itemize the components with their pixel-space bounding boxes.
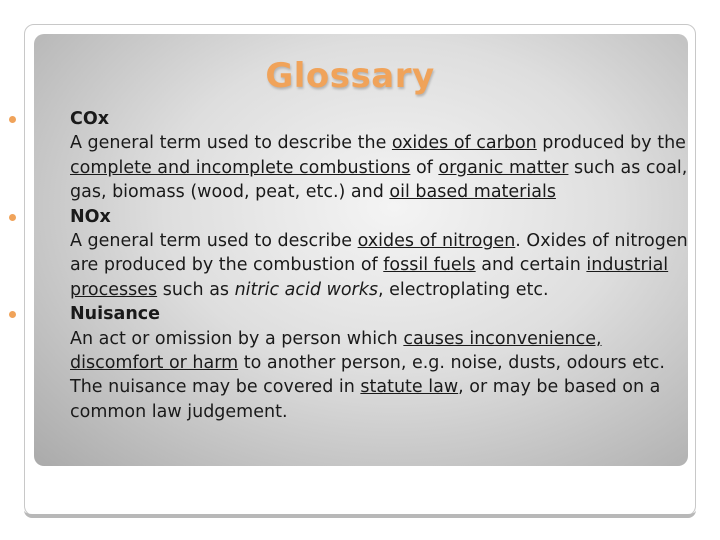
glossary-item-nox bbox=[70, 205, 695, 303]
definition-text: and certain bbox=[475, 255, 587, 276]
definition-text: of bbox=[410, 157, 439, 178]
definition-text: , or may be based on a common law judgement. bbox=[70, 377, 661, 422]
underlined-term: oil based materials bbox=[389, 182, 556, 203]
definition-text: such as bbox=[157, 279, 235, 300]
glossary-definition bbox=[70, 229, 695, 302]
definition-text: An act or omission by a person which bbox=[70, 328, 404, 349]
glossary-term: COx bbox=[70, 109, 110, 129]
definition-text: A general term used to describe the bbox=[70, 133, 392, 154]
underlined-term: complete and incomplete combustions bbox=[70, 157, 411, 178]
bullet-icon bbox=[9, 214, 16, 221]
glossary-item-nuisance bbox=[70, 302, 695, 424]
slide-frame-shadow bbox=[24, 510, 696, 518]
glossary-item-cox bbox=[70, 107, 695, 205]
underlined-term: causes inconvenience, discomfort or harm bbox=[70, 328, 602, 374]
bullet-icon bbox=[9, 116, 16, 123]
definition-text: , electroplating etc. bbox=[378, 279, 549, 300]
underlined-term: oxides of nitrogen bbox=[357, 231, 516, 252]
glossary-list bbox=[70, 107, 695, 424]
underlined-term: organic matter bbox=[438, 157, 569, 178]
underlined-term: industrial processes bbox=[70, 255, 669, 300]
slide-title: Glossary bbox=[265, 56, 435, 96]
definition-text: produced by the bbox=[536, 133, 686, 154]
italic-term: nitric acid works bbox=[234, 279, 378, 300]
bullet-icon bbox=[9, 311, 16, 318]
definition-text: such as coal, gas, biomass (wood, peat, etc.) and bbox=[70, 157, 688, 203]
definition-text: to another person, e.g. noise, dusts, odours etc. The nuisance may be covered in bbox=[70, 353, 665, 398]
glossary-term: Nuisance bbox=[70, 304, 161, 325]
underlined-term: oxides of carbon bbox=[391, 133, 537, 154]
glossary-term: NOx bbox=[70, 206, 111, 227]
glossary-definition bbox=[70, 131, 695, 204]
underlined-term: fossil fuels bbox=[383, 255, 476, 276]
definition-text: . Oxides of nitrogen are produced by the combustion of bbox=[70, 231, 688, 276]
definition-text: A general term used to describe bbox=[70, 231, 358, 252]
underlined-term: statute law bbox=[360, 377, 459, 398]
glossary-definition bbox=[70, 327, 695, 425]
